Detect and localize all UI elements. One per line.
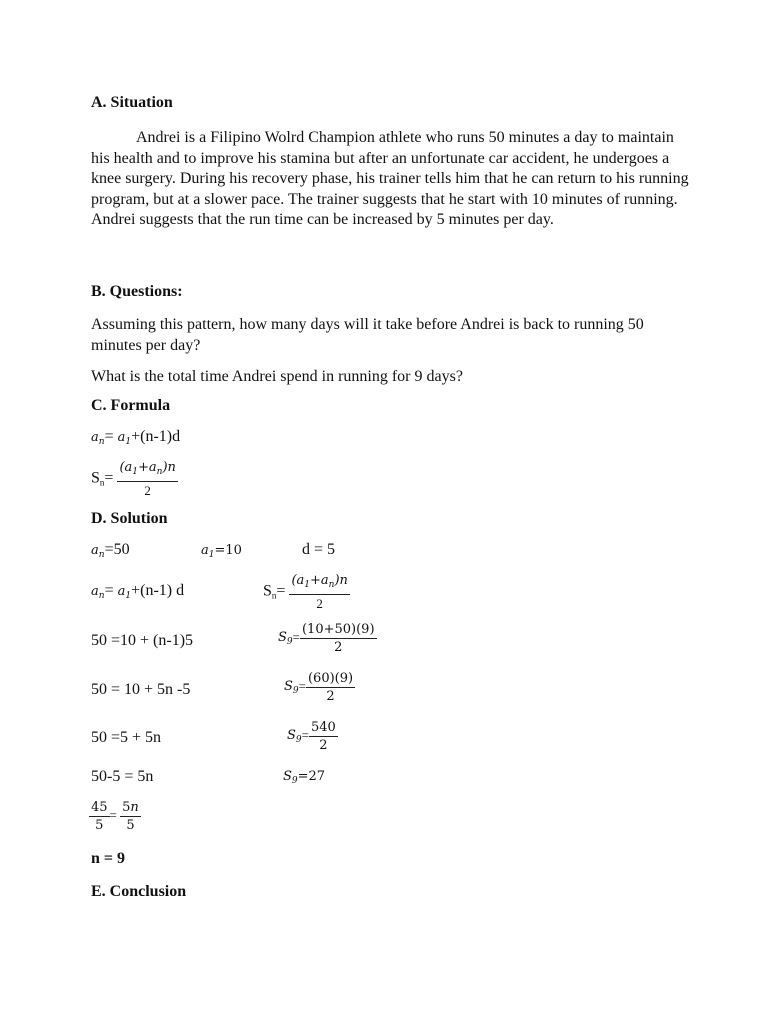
situation-paragraph: Andrei is a Filipino Wolrd Champion athlete who runs 50 minutes a day to maintain his health and to improve his stamina but after an unfortunate car accident, he undergoes a knee surgery. During his recovery phase, his trainer tells him that he can return to his running program, but at a slower pace. The trainer suggests that he start with 10 minutes of running. Andrei suggests that the run time can be increased by 5 minutes per day. <box>91 129 689 229</box>
formula-sn-fraction: $\frac{(a_1+a_n)n}{2}$ <box>119 460 176 498</box>
section-c-heading: C. Formula <box>91 397 171 414</box>
step-4: 50-5 = 5n <box>91 768 154 785</box>
given-an: $a_n=50$ <box>91 541 130 560</box>
step-1: 50 =10 + (n-1)5 <box>91 632 194 649</box>
given-a1: $a_1=10$ <box>201 543 242 560</box>
answer-n: n = 9 <box>91 850 126 867</box>
given-d: d = 5 <box>302 541 336 558</box>
section-e-heading: E. Conclusion <box>91 883 187 900</box>
question-1: Assuming this pattern, how many days will it take before Andrei is back to running 50 minutes per day? <box>91 316 644 354</box>
solution-formula-nth-term: $a_n= a_1+(n-1)$ d <box>91 582 185 601</box>
s9-step-1: $S_9=$ $\frac{(10+50)(9)}{2}$ <box>278 622 375 655</box>
formula-an-rest: +(n-1)d <box>131 428 181 445</box>
s9-result: $S_9=27$ <box>283 769 326 786</box>
section-d-heading: D. Solution <box>91 510 168 527</box>
section-b-heading: B. Questions: <box>91 283 183 300</box>
step-3: 50 =5 + 5n <box>91 729 162 746</box>
step-2: 50 = 10 + 5n -5 <box>91 681 191 698</box>
s9-step-3: $S_9=$ $\frac{540}{2}$ <box>287 720 336 753</box>
formula-nth-term: $a_n= a_1+(n-1)d$ <box>91 428 181 447</box>
formula-sum <box>91 459 178 499</box>
solution-formula-sum: $S_n=$ $\frac{(a_1+a_n)n}{2}$ <box>263 573 348 611</box>
formula-sn-sub: n <box>99 477 105 488</box>
section-a-heading: A. Situation <box>91 94 173 111</box>
fraction-step: $\frac{45}{5}$ = $\frac{5n}{5}$ <box>91 800 139 833</box>
formula-sn-eq: = <box>104 469 114 487</box>
formula-sn-label: S <box>91 469 100 487</box>
s9-step-2: $S_9=$ $\frac{(60)(9)}{2}$ <box>284 671 354 704</box>
question-2: What is the total time Andrei spend in running for 9 days? <box>91 368 463 385</box>
